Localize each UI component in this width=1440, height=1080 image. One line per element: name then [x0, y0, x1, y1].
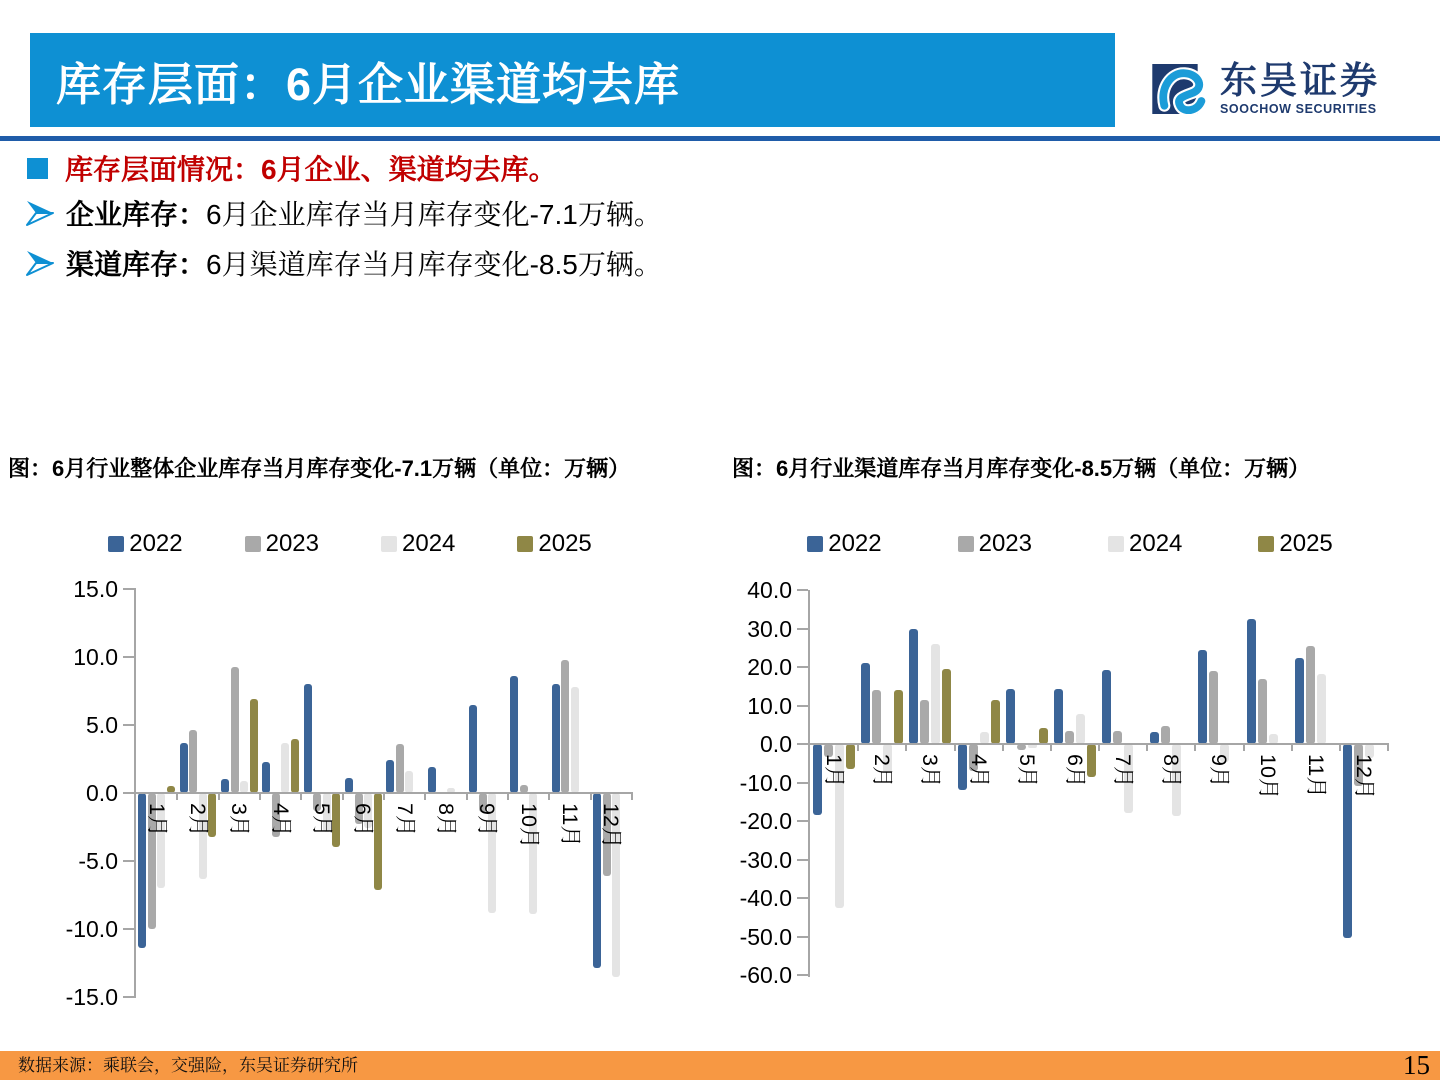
- bar-2022-9月: [469, 705, 477, 793]
- legend-label: 2024: [1129, 530, 1183, 557]
- bar-2022-6月: [1054, 689, 1063, 744]
- bar-2023-10月: [1258, 679, 1267, 744]
- y-axis-tick: [123, 928, 134, 930]
- y-tick-label: 30.0: [747, 615, 792, 642]
- month-label-10月: 10月: [516, 803, 541, 849]
- month-label-5月: 5月: [310, 803, 334, 837]
- month-label-3月: 3月: [227, 803, 252, 837]
- y-tick-label: -40.0: [739, 885, 792, 911]
- legend-swatch-icon: [245, 536, 261, 552]
- y-tick-label: 5.0: [86, 712, 118, 738]
- chart-legend: [740, 530, 1400, 558]
- x-axis-tick: [857, 744, 859, 751]
- bullet-label: 渠道库存：: [66, 249, 207, 280]
- legend-item-2022: [108, 530, 182, 558]
- bar-2024-3月: [931, 644, 940, 744]
- bar-2022-2月: [180, 743, 188, 793]
- y-tick-label: -15.0: [65, 984, 118, 1010]
- bar-2025-4月: [291, 739, 299, 793]
- month-label-1月: 1月: [822, 754, 847, 788]
- month-label-2月: 2月: [186, 803, 210, 837]
- x-axis-tick: [383, 793, 385, 800]
- bar-2024-11月: [571, 687, 579, 793]
- y-axis-tick: [797, 820, 808, 822]
- bar-2023-9月: [1209, 671, 1218, 744]
- bar-2025-2月: [894, 690, 903, 744]
- month-label-6月: 6月: [1062, 754, 1087, 788]
- bar-2025-1月: [846, 744, 855, 769]
- x-axis-tick: [1387, 744, 1389, 751]
- bar-2023-7月: [396, 744, 404, 793]
- x-axis-tick: [548, 793, 550, 800]
- bar-2022-8月: [428, 767, 436, 793]
- bar-2024-4月: [281, 743, 289, 793]
- y-tick-label: -60.0: [739, 962, 792, 988]
- y-axis-tick: [797, 743, 808, 745]
- x-axis-tick: [631, 793, 633, 800]
- legend-item-2022: [807, 530, 881, 558]
- month-label-12月: 12月: [1351, 754, 1376, 800]
- bar-2023-7月: [1113, 731, 1122, 744]
- bar-2022-9月: [1198, 650, 1207, 744]
- y-tick-label: -5.0: [78, 848, 118, 874]
- x-axis-tick: [342, 793, 344, 800]
- chart-title: 图：6月行业渠道库存当月库存变化-8.5万辆（单位：万辆）: [732, 456, 1311, 481]
- bar-2022-6月: [345, 778, 353, 793]
- legend-swatch-icon: [381, 536, 397, 552]
- bar-2022-3月: [221, 779, 229, 793]
- y-tick-label: -50.0: [739, 923, 792, 950]
- y-tick-label: 20.0: [747, 654, 792, 680]
- y-axis-tick: [123, 792, 134, 794]
- y-axis-tick: [123, 656, 134, 658]
- x-axis-tick: [507, 793, 509, 800]
- legend-swatch-icon: [807, 536, 823, 552]
- bar-2023-6月: [1065, 731, 1074, 744]
- footer-bar: [0, 1051, 1440, 1080]
- headline-text: 库存层面情况：6月企业、渠道均去库。: [65, 154, 557, 185]
- y-axis-tick: [797, 974, 808, 976]
- legend-label: 2025: [538, 530, 592, 557]
- x-axis-tick: [1339, 744, 1341, 751]
- x-axis-tick: [590, 793, 592, 800]
- bar-2022-5月: [1006, 689, 1015, 744]
- month-label-1月: 1月: [144, 803, 169, 837]
- x-axis-tick: [424, 793, 426, 800]
- bar-2023-3月: [231, 667, 239, 793]
- bar-2022-7月: [1102, 670, 1111, 744]
- month-label-9月: 9月: [1207, 754, 1232, 788]
- bar-2024-6月: [1076, 714, 1085, 744]
- bullet-body: 6月渠道库存当月库存变化-8.5万辆。: [206, 249, 662, 280]
- y-tick-label: 0.0: [760, 731, 792, 757]
- legend-label: 2023: [978, 530, 1032, 557]
- legend-swatch-icon: [958, 536, 974, 552]
- x-axis-tick: [176, 793, 178, 800]
- y-axis-tick: [123, 724, 134, 726]
- page-title: 库存层面：6月企业渠道均去库: [56, 58, 681, 110]
- chart-legend: [0, 530, 700, 558]
- month-label-5月: 5月: [1014, 754, 1039, 788]
- legend-item-2025: [517, 530, 591, 558]
- legend-label: 2025: [1279, 530, 1333, 557]
- y-tick-label: 10.0: [747, 692, 792, 719]
- bar-2022-11月: [552, 684, 560, 793]
- bar-2023-11月: [561, 660, 569, 793]
- legend-swatch-icon: [108, 536, 124, 552]
- y-axis-line: [808, 590, 810, 977]
- y-tick-label: -20.0: [739, 808, 792, 834]
- legend-label: 2023: [265, 530, 319, 557]
- bar-2023-3月: [920, 700, 929, 744]
- x-axis-tick: [1146, 744, 1148, 751]
- bar-2024-11月: [1317, 674, 1326, 744]
- bar-2025-6月: [1087, 744, 1096, 777]
- y-tick-label: 15.0: [73, 576, 118, 602]
- legend-label: 2022: [129, 530, 183, 557]
- x-axis-tick: [1002, 744, 1004, 751]
- y-axis-tick: [797, 666, 808, 668]
- legend-item-2024: [1108, 530, 1182, 558]
- bar-2023-2月: [189, 730, 197, 793]
- bar-2024-7月: [405, 771, 413, 793]
- bar-2025-3月: [942, 669, 951, 744]
- bullet-label: 企业库存：: [66, 199, 207, 230]
- data-source: 数据来源：乘联会，交强险，东吴证券研究所: [18, 1056, 358, 1075]
- y-axis-tick: [797, 782, 808, 784]
- bar-2025-5月: [1039, 728, 1048, 744]
- y-axis-tick: [797, 589, 808, 591]
- y-axis-tick: [797, 628, 808, 630]
- bar-2025-4月: [991, 700, 1000, 744]
- month-label-2月: 2月: [870, 754, 895, 788]
- y-tick-label: -10.0: [65, 916, 118, 942]
- month-label-11月: 11月: [558, 803, 582, 847]
- legend-label: 2024: [402, 530, 456, 557]
- legend-item-2024: [381, 530, 455, 558]
- bar-2022-10月: [510, 676, 518, 793]
- x-axis-tick: [954, 744, 956, 751]
- x-axis-tick: [218, 793, 220, 800]
- month-label-8月: 8月: [1159, 754, 1184, 788]
- y-axis-tick: [123, 860, 134, 862]
- month-label-3月: 3月: [918, 754, 943, 788]
- y-axis-tick: [797, 897, 808, 899]
- bar-2022-3月: [909, 629, 918, 745]
- y-tick-label: -30.0: [739, 846, 792, 873]
- x-axis-tick: [1291, 744, 1293, 751]
- legend-swatch-icon: [517, 536, 533, 552]
- y-tick-label: 40.0: [747, 577, 792, 603]
- y-axis-tick: [123, 588, 134, 590]
- bar-2023-11月: [1306, 646, 1315, 744]
- month-label-7月: 7月: [392, 803, 417, 837]
- x-axis-tick: [905, 744, 907, 751]
- month-label-7月: 7月: [1111, 754, 1136, 788]
- x-axis-tick: [300, 793, 302, 800]
- month-label-8月: 8月: [434, 803, 458, 837]
- legend-item-2025: [1258, 530, 1332, 558]
- bar-2022-2月: [861, 663, 870, 744]
- bar-2022-11月: [1295, 658, 1304, 744]
- x-axis-tick: [1098, 744, 1100, 751]
- legend-label: 2022: [828, 530, 882, 557]
- chart-title: 图：6月行业整体企业库存当月库存变化-7.1万辆（单位：万辆）: [8, 456, 631, 481]
- legend-item-2023: [245, 530, 319, 558]
- legend-swatch-icon: [1108, 536, 1124, 552]
- y-tick-label: 0.0: [86, 780, 118, 806]
- month-label-12月: 12月: [599, 803, 624, 849]
- y-axis-tick: [797, 936, 808, 938]
- bar-2022-7月: [386, 760, 394, 793]
- bar-2023-2月: [872, 690, 881, 744]
- y-tick-label: -10.0: [739, 769, 792, 796]
- x-axis-tick: [1194, 744, 1196, 751]
- bar-2022-4月: [262, 762, 270, 793]
- legend-item-2023: [958, 530, 1032, 558]
- month-label-6月: 6月: [351, 803, 376, 837]
- month-label-9月: 9月: [475, 803, 500, 837]
- x-axis-tick: [259, 793, 261, 800]
- month-label-11月: 11月: [1303, 754, 1328, 798]
- bullet-body: 6月企业库存当月库存变化-7.1万辆。: [206, 199, 662, 230]
- bar-2022-5月: [304, 684, 312, 793]
- bar-2022-10月: [1247, 619, 1256, 744]
- page-number: 15: [1403, 1050, 1430, 1080]
- y-tick-label: 10.0: [73, 644, 118, 670]
- y-axis-tick: [797, 705, 808, 707]
- bar-2023-8月: [1161, 726, 1170, 744]
- y-axis-tick: [797, 859, 808, 861]
- month-label-4月: 4月: [966, 754, 991, 788]
- x-axis-tick: [466, 793, 468, 800]
- legend-swatch-icon: [1258, 536, 1274, 552]
- logo-name-cn: 东吴证券: [1220, 60, 1380, 101]
- month-label-10月: 10月: [1255, 754, 1280, 800]
- x-axis-tick: [1243, 744, 1245, 751]
- y-axis-tick: [123, 996, 134, 998]
- bar-2025-3月: [250, 699, 258, 793]
- month-label-4月: 4月: [268, 803, 293, 837]
- logo-name-en: SOOCHOW SECURITIES: [1220, 101, 1377, 116]
- x-axis-tick: [1050, 744, 1052, 751]
